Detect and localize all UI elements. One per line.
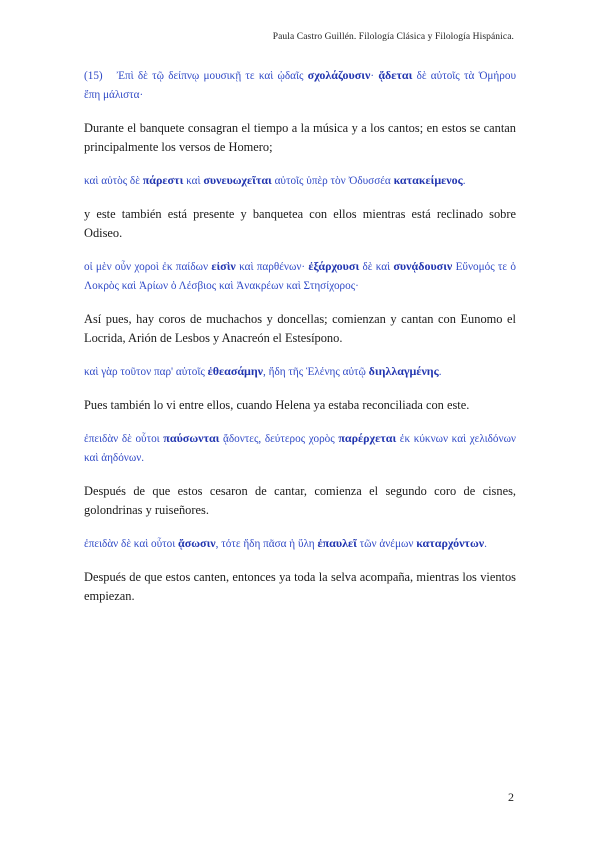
greek-text: ἐκ κύκνων καὶ χελιδόνων καὶ ἀηδόνων.	[84, 433, 516, 464]
greek-text: , ἤδη τῆς Ἑλένης αὐτῷ	[263, 366, 369, 378]
greek-verb: ἐπαυλεῖ	[317, 536, 357, 550]
greek-text: καὶ αὐτὸς δὲ	[84, 175, 143, 187]
greek-passage	[84, 362, 516, 382]
greek-verb: ᾄδεται	[378, 68, 413, 82]
greek-verb: κατακείμενος	[393, 173, 463, 187]
page-number: 2	[508, 790, 514, 804]
spanish-translation: Después de que estos cesaron de cantar, comienza el segundo coro de cisnes, golondrinas y ruiseñores.	[84, 484, 516, 517]
greek-verb: ἐξάρχουσι	[308, 259, 360, 273]
greek-verb: εἰσὶν	[211, 259, 236, 273]
greek-passage	[84, 429, 516, 468]
passage-number: (15)	[84, 70, 103, 82]
greek-text: .	[462, 175, 466, 187]
greek-verb: ᾄσωσιν	[178, 536, 216, 550]
greek-verb: παύσωνται	[163, 431, 220, 445]
greek-text: δὲ αὐτοῖς τὰ Ὁμήρου ἔπη μάλιστα·	[84, 70, 516, 101]
greek-text: δὲ καὶ	[359, 261, 394, 273]
greek-text: καὶ παρθένων·	[235, 261, 309, 273]
greek-verb: συνευωχεῖται	[203, 173, 272, 187]
greek-verb: συνᾴδουσιν	[393, 259, 453, 273]
greek-passage	[84, 66, 516, 105]
greek-text: καὶ	[183, 175, 204, 187]
greek-text: ἐπειδὰν δὲ οὗτοι	[84, 433, 164, 445]
greek-text: ᾄδοντες, δεύτερος χορὸς	[219, 433, 339, 445]
greek-text: Εὔνομός τε ὁ Λοκρὸς καὶ Ἀρίων ὁ Λέσβιος καὶ Ἀνακρέων καὶ Στησίχορος·	[84, 261, 516, 292]
spanish-translation: Después de que estos canten, entonces ya toda la selva acompaña, mientras los vientos empiezan.	[84, 570, 516, 603]
greek-passage	[84, 171, 516, 191]
page-header: Paula Castro Guillén. Filología Clásica y Filología Hispánica.	[272, 32, 514, 42]
greek-verb: πάρεστι	[142, 173, 184, 187]
greek-verb: παρέρχεται	[338, 431, 397, 445]
greek-verb: καταρχόντων	[416, 536, 485, 550]
greek-text: ·	[370, 70, 379, 82]
greek-text: οἱ μὲν οὖν χοροὶ ἐκ παίδων	[84, 261, 212, 273]
greek-text: .	[438, 366, 442, 378]
spanish-translation: Durante el banquete consagran el tiempo a la música y a los cantos; en estos se cantan principalmente los versos de Homero;	[84, 121, 516, 154]
greek-text: , τότε ἤδη πᾶσα ἡ ὕλη	[215, 538, 318, 550]
greek-text: αὐτοῖς ὑπὲρ τὸν Ὀδυσσέα	[271, 175, 394, 187]
greek-verb: ἐθεασάμην	[207, 364, 264, 378]
greek-text: .	[484, 538, 487, 550]
greek-text: ἐπειδὰν δὲ καὶ οὗτοι	[84, 538, 179, 550]
spanish-translation: y este también está presente y banquetea con ellos mientras está reclinado sobre Odiseo.	[84, 207, 516, 240]
greek-passage	[84, 257, 516, 296]
greek-text: καὶ γὰρ τοῦτον παρ' αὐτοῖς	[84, 366, 208, 378]
greek-verb: διηλλαγμένης	[368, 364, 439, 378]
spanish-translation: Así pues, hay coros de muchachos y doncellas; comienzan y cantan con Eunomo el Locrida, Arión de Lesbos y Anacreón el Estesípono.	[84, 312, 516, 345]
greek-text: Ἐπὶ δὲ τῷ δείπνῳ μουσικῇ τε καὶ ᾠδαῖς	[116, 70, 308, 82]
greek-verb: σχολάζουσιν	[307, 68, 371, 82]
document-body	[84, 66, 516, 620]
greek-passage	[84, 534, 516, 554]
spanish-translation: Pues también lo vi entre ellos, cuando Helena ya estaba reconciliada con este.	[84, 398, 470, 412]
greek-text: τῶν ἀνέμων	[356, 538, 417, 550]
